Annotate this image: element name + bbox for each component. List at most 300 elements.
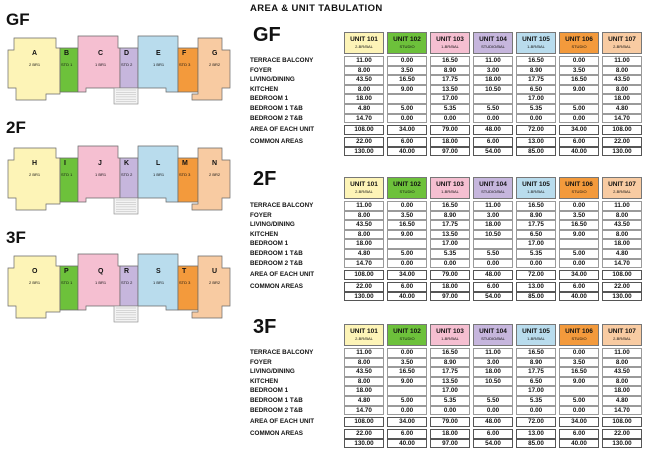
plan-unit-letter: J [98, 160, 102, 167]
table-cell: 18.00 [473, 367, 513, 377]
plan-unit-type: STD 1 [61, 280, 73, 285]
table-row [250, 367, 646, 377]
table-cell: 9.00 [559, 377, 599, 387]
table-cell: 5.00 [559, 249, 599, 259]
row-label: AREA OF EACH UNIT [250, 418, 315, 425]
table-cell: 130.00 [602, 292, 642, 302]
table-cell: 97.00 [430, 292, 470, 302]
row-label: LIVING/DINING [250, 76, 295, 84]
unit-header-cell [602, 324, 642, 346]
plan-unit-type: 2 BR1 [29, 62, 41, 67]
table-cell: 5.35 [516, 104, 556, 114]
table-cell: 48.00 [473, 270, 513, 280]
table-cell: 8.90 [516, 66, 556, 76]
plan-unit-letter: L [156, 160, 161, 167]
table-row [250, 292, 646, 302]
table-cell: 17.75 [430, 367, 470, 377]
row-label: BEDROOM 1 [250, 240, 289, 248]
table-row [250, 270, 646, 280]
table-row [250, 125, 646, 135]
plan-unit-type: 1 BR1 [153, 172, 165, 177]
table-cell: 14.70 [602, 114, 642, 124]
table-cell: 40.00 [559, 292, 599, 302]
table-row [250, 94, 646, 104]
row-label: TERRACE BALCONY [250, 57, 314, 64]
table-cell: 6.50 [516, 85, 556, 95]
table-cell: 6.00 [473, 282, 513, 292]
table-cell: 17.75 [516, 75, 556, 85]
plan-unit-letter: S [156, 268, 161, 275]
unit-name: UNIT 105 [522, 36, 550, 43]
table-row [250, 386, 646, 396]
table-cell: 54.00 [473, 439, 513, 449]
unit-name: UNIT 101 [350, 181, 378, 188]
unit-type: 1-BR/BAL [527, 44, 545, 49]
row-label: BEDROOM 2 T&B [250, 114, 303, 122]
table-cell: 16.50 [387, 367, 427, 377]
table-cell: 54.00 [473, 292, 513, 302]
plan-unit-letter: N [212, 160, 218, 167]
floor-plan-gf [6, 28, 234, 106]
plan-unit-type: STD 3 [179, 172, 191, 177]
table-cell: 40.00 [559, 147, 599, 157]
plan-unit-type: 2 BR1 [29, 280, 41, 285]
plan-unit-letter: E [156, 50, 161, 57]
floor-plan-drawing [6, 138, 234, 216]
row-label: BEDROOM 1 T&B [250, 250, 303, 257]
table-cell: 22.00 [344, 137, 384, 147]
table-row [250, 406, 646, 416]
plan-unit-type: 1 BR1 [95, 172, 107, 177]
plan-unit-letter: T [182, 268, 187, 275]
table-cell: 108.00 [602, 270, 642, 280]
unit-type: 2-BR/BAL [613, 44, 631, 49]
table-row [250, 282, 646, 292]
table-cell: 40.00 [387, 439, 427, 449]
table-row [250, 114, 646, 124]
table-cell: 18.00 [473, 75, 513, 85]
table-cell: 130.00 [344, 439, 384, 449]
row-label: COMMON AREAS [250, 430, 303, 437]
unit-header-row [344, 177, 646, 199]
table-cell: 22.00 [344, 429, 384, 439]
table-cell: 17.00 [516, 239, 556, 249]
plan-label-2f: 2F [6, 118, 26, 137]
table-cell: 43.50 [344, 367, 384, 377]
table-cell: 130.00 [602, 439, 642, 449]
table-cell: 6.00 [387, 429, 427, 439]
table-cell: 6.00 [559, 282, 599, 292]
table-cell [559, 239, 599, 249]
unit-name: UNIT 107 [608, 328, 636, 335]
unit-type: 1-BR/BAL [527, 189, 545, 194]
table-cell: 72.00 [516, 125, 556, 135]
unit-name: UNIT 103 [436, 36, 464, 43]
table-cell: 11.00 [344, 201, 384, 211]
table-row [250, 439, 646, 449]
unit-table-gf [250, 32, 646, 158]
table-cell: 9.00 [387, 230, 427, 240]
table-row [250, 396, 646, 406]
table-cell: 40.00 [387, 147, 427, 157]
plan-unit-shape [8, 38, 60, 100]
unit-name: UNIT 104 [479, 36, 507, 43]
table-cell: 8.90 [516, 211, 556, 221]
table-cell: 18.00 [430, 429, 470, 439]
table-cell: 0.00 [430, 406, 470, 416]
table-cell: 5.50 [473, 104, 513, 114]
unit-header-cell [516, 177, 556, 199]
table-row [250, 75, 646, 85]
table-cell: 8.00 [344, 85, 384, 95]
table-cell: 0.00 [559, 56, 599, 66]
table-cell: 8.90 [516, 358, 556, 368]
table-cell: 18.00 [602, 94, 642, 104]
unit-header-cell [387, 324, 427, 346]
table-cell: 13.50 [430, 377, 470, 387]
table-cell: 6.00 [387, 137, 427, 147]
plan-unit-type: 2 BR1 [29, 172, 41, 177]
table-cell: 9.00 [387, 377, 427, 387]
table-cell: 3.50 [387, 358, 427, 368]
table-cell: 17.00 [430, 239, 470, 249]
table-cell: 97.00 [430, 439, 470, 449]
table-cell: 43.50 [344, 75, 384, 85]
unit-name: UNIT 104 [479, 328, 507, 335]
unit-type: STUDIO/BAL [481, 44, 505, 49]
unit-type: 2-BR/BAL [355, 336, 373, 341]
unit-name: UNIT 106 [565, 181, 593, 188]
table-cell: 5.00 [387, 249, 427, 259]
table-cell: 3.50 [559, 358, 599, 368]
plan-unit-type: 1 BR1 [95, 280, 107, 285]
plan-unit-letter: Q [98, 268, 104, 275]
table-cell: 8.90 [430, 211, 470, 221]
table-cell: 18.00 [344, 94, 384, 104]
table-cell: 14.70 [344, 406, 384, 416]
unit-name: UNIT 107 [608, 181, 636, 188]
table-cell: 0.00 [473, 259, 513, 269]
table-cell: 0.00 [387, 348, 427, 358]
table-cell: 9.00 [559, 85, 599, 95]
table-cell: 18.00 [430, 137, 470, 147]
plan-unit-letter: F [182, 50, 187, 57]
table-cell: 34.00 [559, 125, 599, 135]
table-cell: 0.00 [516, 114, 556, 124]
table-row [250, 358, 646, 368]
unit-type: 1-BR/BAL [441, 189, 459, 194]
table-cell: 5.35 [516, 396, 556, 406]
table-row [250, 230, 646, 240]
table-row [250, 259, 646, 269]
table-cell: 43.50 [344, 220, 384, 230]
unit-header-cell [559, 324, 599, 346]
plan-unit-letter: B [64, 50, 70, 57]
unit-name: UNIT 104 [479, 181, 507, 188]
table-row [250, 211, 646, 221]
unit-header-cell [602, 32, 642, 54]
plan-unit-shape [60, 158, 78, 202]
unit-header-row [344, 32, 646, 54]
unit-header-cell [430, 324, 470, 346]
plan-unit-type: STD 3 [179, 62, 191, 67]
unit-name: UNIT 102 [393, 36, 421, 43]
plan-unit-type: 2 BR2 [209, 280, 221, 285]
table-cell: 72.00 [516, 417, 556, 427]
unit-header-cell [516, 324, 556, 346]
table-cell: 5.35 [430, 249, 470, 259]
row-label: BEDROOM 1 T&B [250, 105, 303, 112]
table-cell: 34.00 [559, 417, 599, 427]
table-cell: 8.90 [430, 358, 470, 368]
table-cell: 14.70 [344, 259, 384, 269]
row-label: TERRACE BALCONY [250, 349, 314, 356]
table-cell: 9.00 [559, 230, 599, 240]
plan-label-3f: 3F [6, 228, 26, 247]
table-cell: 18.00 [344, 239, 384, 249]
table-cell: 18.00 [430, 282, 470, 292]
table-cell: 16.50 [430, 56, 470, 66]
unit-type: STUDIO/BAL [481, 336, 505, 341]
row-label: KITCHEN [250, 230, 278, 238]
table-cell: 0.00 [387, 201, 427, 211]
table-cell: 6.00 [473, 137, 513, 147]
table-cell: 4.80 [344, 104, 384, 114]
row-label: COMMON AREAS [250, 283, 303, 290]
floor-plan-drawing [6, 28, 234, 106]
table-row [250, 137, 646, 147]
row-label: BEDROOM 2 T&B [250, 406, 303, 414]
plan-unit-shape [192, 256, 230, 318]
unit-name: UNIT 101 [350, 36, 378, 43]
table-label-2f: 2F [253, 168, 277, 190]
table-row [250, 85, 646, 95]
unit-type: 2-BR/BAL [613, 189, 631, 194]
table-cell: 34.00 [387, 125, 427, 135]
table-cell: 13.50 [430, 85, 470, 95]
table-cell: 5.50 [473, 396, 513, 406]
plan-unit-shape [8, 148, 60, 210]
row-label: LIVING/DINING [250, 368, 295, 376]
table-cell: 11.00 [602, 348, 642, 358]
table-cell: 6.00 [559, 137, 599, 147]
row-label: KITCHEN [250, 377, 278, 385]
table-row [250, 104, 646, 114]
plan-unit-type: STD 3 [179, 280, 191, 285]
table-cell: 17.75 [430, 75, 470, 85]
table-cell: 8.00 [344, 66, 384, 76]
table-row [250, 239, 646, 249]
unit-header-cell [473, 324, 513, 346]
table-cell: 0.00 [473, 114, 513, 124]
unit-type: STUDIO/BAL [481, 189, 505, 194]
table-cell: 17.00 [516, 94, 556, 104]
table-cell [473, 239, 513, 249]
table-cell: 11.00 [473, 201, 513, 211]
unit-type: STUDIO [399, 336, 415, 341]
table-cell: 8.90 [430, 66, 470, 76]
table-cell: 6.00 [387, 282, 427, 292]
table-cell: 5.00 [559, 396, 599, 406]
table-cell: 85.00 [516, 292, 556, 302]
table-cell: 79.00 [430, 125, 470, 135]
unit-table-3f [250, 324, 646, 450]
table-row [250, 348, 646, 358]
table-cell: 17.00 [430, 94, 470, 104]
plan-unit-type: STD 1 [61, 62, 73, 67]
table-cell: 0.00 [559, 259, 599, 269]
plan-unit-shape [178, 48, 198, 92]
unit-name: UNIT 102 [393, 181, 421, 188]
row-label: BEDROOM 2 T&B [250, 259, 303, 267]
table-cell: 5.35 [430, 104, 470, 114]
plan-unit-type: 1 BR1 [153, 280, 165, 285]
row-label: BEDROOM 1 [250, 387, 289, 395]
row-label: FOYER [250, 358, 272, 366]
unit-name: UNIT 102 [393, 328, 421, 335]
plan-unit-type: STD 2 [121, 280, 133, 285]
table-cell: 5.35 [430, 396, 470, 406]
table-cell: 17.75 [516, 367, 556, 377]
plan-unit-letter: G [212, 50, 218, 57]
table-cell: 0.00 [559, 348, 599, 358]
table-cell: 14.70 [344, 114, 384, 124]
table-cell: 16.50 [516, 56, 556, 66]
plan-unit-letter: R [124, 268, 130, 275]
table-cell: 8.00 [602, 66, 642, 76]
table-row [250, 429, 646, 439]
unit-header-cell [344, 177, 384, 199]
table-cell [559, 386, 599, 396]
unit-type: 1-BR/BAL [441, 336, 459, 341]
table-cell: 3.50 [387, 66, 427, 76]
plan-unit-letter: C [98, 50, 104, 57]
table-cell: 34.00 [559, 270, 599, 280]
table-cell [387, 94, 427, 104]
table-cell: 0.00 [387, 406, 427, 416]
table-cell: 43.50 [602, 367, 642, 377]
table-cell: 6.00 [473, 429, 513, 439]
table-cell: 13.50 [430, 230, 470, 240]
plan-unit-letter: H [32, 160, 38, 167]
table-cell: 22.00 [602, 137, 642, 147]
plan-unit-shape [8, 256, 60, 318]
table-cell: 4.80 [602, 396, 642, 406]
unit-header-cell [344, 324, 384, 346]
table-cell: 72.00 [516, 270, 556, 280]
table-cell: 8.00 [602, 211, 642, 221]
table-cell: 10.50 [473, 377, 513, 387]
table-cell: 0.00 [559, 114, 599, 124]
table-cell: 0.00 [387, 114, 427, 124]
table-cell: 108.00 [344, 270, 384, 280]
row-label: TERRACE BALCONY [250, 202, 314, 209]
table-cell: 11.00 [344, 56, 384, 66]
table-cell: 40.00 [387, 292, 427, 302]
table-cell: 3.50 [559, 211, 599, 221]
row-label: COMMON AREAS [250, 138, 303, 145]
table-row [250, 201, 646, 211]
table-cell: 16.50 [430, 348, 470, 358]
unit-name: UNIT 101 [350, 328, 378, 335]
table-cell: 3.00 [473, 358, 513, 368]
unit-header-cell [344, 32, 384, 54]
table-cell: 16.50 [559, 367, 599, 377]
unit-type: 1-BR/BAL [441, 44, 459, 49]
table-cell: 43.50 [602, 75, 642, 85]
plan-unit-shape [178, 266, 198, 310]
table-cell: 5.35 [516, 249, 556, 259]
table-cell: 16.50 [430, 201, 470, 211]
table-cell: 13.00 [516, 137, 556, 147]
unit-type: STUDIO [399, 189, 415, 194]
unit-type: 1-BR/BAL [527, 336, 545, 341]
plan-unit-type: STD 2 [121, 62, 133, 67]
floor-plan-3f [6, 246, 234, 324]
table-cell: 54.00 [473, 147, 513, 157]
unit-header-cell [473, 32, 513, 54]
table-cell: 97.00 [430, 147, 470, 157]
unit-name: UNIT 105 [522, 328, 550, 335]
table-cell: 17.00 [430, 386, 470, 396]
unit-table-2f [250, 177, 646, 303]
table-cell: 0.00 [516, 406, 556, 416]
table-cell: 8.00 [602, 230, 642, 240]
unit-name: UNIT 103 [436, 181, 464, 188]
unit-name: UNIT 107 [608, 36, 636, 43]
row-label: AREA OF EACH UNIT [250, 271, 315, 278]
plan-unit-shape [192, 148, 230, 210]
table-cell: 4.80 [344, 396, 384, 406]
table-cell: 0.00 [430, 114, 470, 124]
table-cell: 22.00 [602, 429, 642, 439]
floor-plan-drawing [6, 246, 234, 324]
table-cell: 8.00 [344, 230, 384, 240]
unit-header-cell [430, 32, 470, 54]
table-cell: 0.00 [559, 201, 599, 211]
table-cell: 6.50 [516, 230, 556, 240]
table-cell: 8.00 [602, 377, 642, 387]
table-cell: 18.00 [344, 386, 384, 396]
unit-name: UNIT 103 [436, 328, 464, 335]
table-cell: 40.00 [559, 439, 599, 449]
unit-header-cell [473, 177, 513, 199]
unit-type: 2-BR/BAL [613, 336, 631, 341]
table-cell: 17.75 [516, 220, 556, 230]
table-row [250, 377, 646, 387]
plan-unit-letter: D [124, 50, 130, 57]
unit-type: 2-BR/BAL [355, 44, 373, 49]
table-cell: 4.80 [344, 249, 384, 259]
table-cell: 6.00 [559, 429, 599, 439]
table-cell: 8.00 [344, 358, 384, 368]
unit-type: 2-BR/BAL [355, 189, 373, 194]
unit-header-row [344, 324, 646, 346]
table-cell: 22.00 [344, 282, 384, 292]
table-cell: 5.00 [559, 104, 599, 114]
table-cell: 18.00 [473, 220, 513, 230]
unit-type: STUDIO [571, 336, 587, 341]
table-cell: 85.00 [516, 439, 556, 449]
plan-unit-letter: I [64, 160, 66, 167]
table-cell: 130.00 [602, 147, 642, 157]
table-cell [473, 386, 513, 396]
table-cell: 3.00 [473, 211, 513, 221]
table-cell: 8.00 [602, 85, 642, 95]
table-cell: 10.50 [473, 230, 513, 240]
table-cell [387, 239, 427, 249]
table-cell: 16.50 [559, 220, 599, 230]
